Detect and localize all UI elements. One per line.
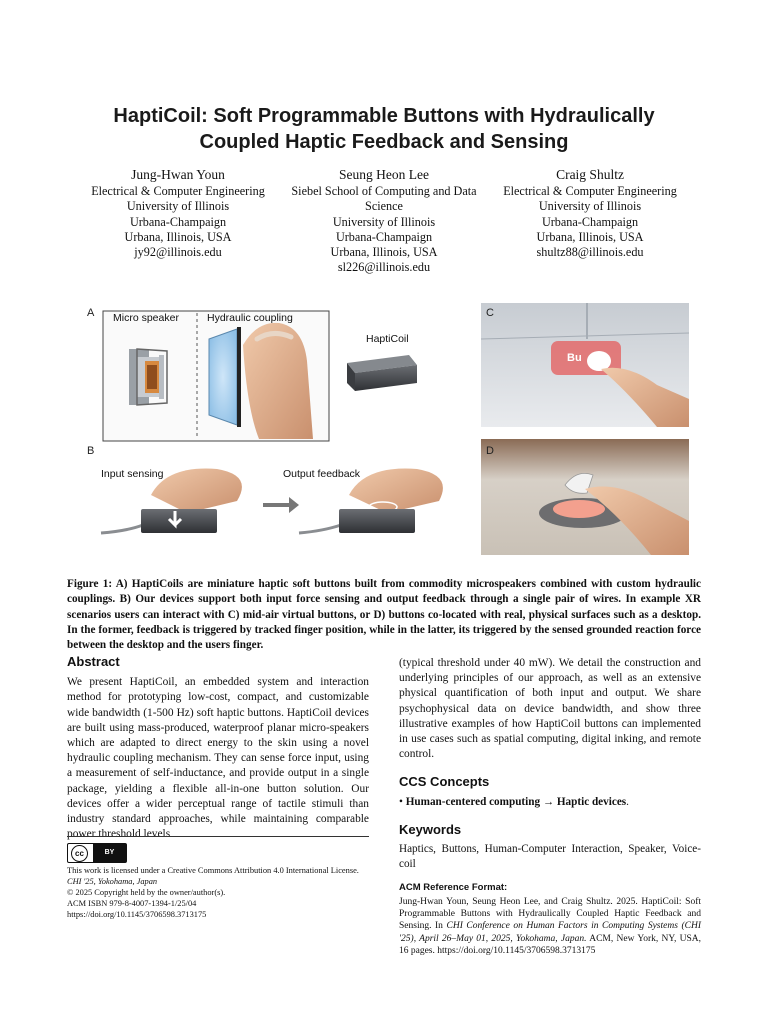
panel-letter-a: A — [87, 307, 95, 319]
cc-by-badge — [67, 843, 127, 863]
author-affiliation: Urbana-Champaign — [129, 214, 227, 229]
acm-reference-publisher: ACM, New York, NY, USA, 16 pages. https://doi.org/10.1145/3706598.3713175 — [399, 933, 702, 957]
license-doi: https://doi.org/10.1145/3706598.3713175 — [67, 910, 207, 919]
panel-letter-d: D — [486, 445, 494, 457]
author-name: Jung-Hwan Youn — [131, 167, 225, 182]
cc-logo-icon: cc — [71, 845, 88, 862]
panel-letter-b: B — [87, 445, 95, 457]
author-affiliation: Urbana-Champaign — [541, 214, 639, 229]
author-affiliation: University of Illinois — [126, 199, 230, 214]
author-affiliation: Urbana, Illinois, USA — [124, 229, 232, 244]
label-hydraulic-coupling: Hydraulic coupling — [207, 312, 293, 324]
author-affiliation: Electrical & Computer Engineering — [91, 184, 265, 198]
author-affiliation: Siebel School of Computing and Data — [291, 184, 477, 198]
left-column — [67, 654, 369, 842]
ccs-item: Human-centered computing → Haptic devices — [405, 795, 627, 808]
panel-letter-c: C — [486, 307, 494, 319]
acm-reference-venue: CHI Conference on Human Factors in Computing Systems (CHI '25), April 26–May 01, 2025, Yokohama, Japan. — [399, 921, 702, 944]
finger-right-graphic — [349, 469, 443, 513]
ccs-bullet: • — [399, 795, 403, 808]
author-block-2 — [276, 166, 492, 276]
author-block-3 — [484, 166, 696, 260]
license-rule — [67, 836, 369, 837]
license-line-3: © 2025 Copyright held by the owner/author(s). — [67, 888, 226, 897]
author-name: Seung Heon Lee — [339, 167, 429, 182]
author-name: Craig Shultz — [556, 167, 624, 182]
teaser-figure — [67, 299, 689, 561]
ccs-suffix: . — [626, 795, 629, 808]
hapticoil-device-graphic — [347, 355, 417, 391]
author-affiliation: Urbana, Illinois, USA — [330, 245, 438, 260]
author-affiliation: Urbana, Illinois, USA — [536, 229, 644, 244]
acm-reference-authors: Jung-Hwan Youn, Seung Heon Lee, and Craig Shultz. 2025. HaptiCoil: Soft Programmable Buttons with Hydraulically Coupled Haptic Feedback and Sensing. In — [399, 896, 701, 932]
author-affiliation: University of Illinois — [332, 214, 436, 229]
label-micro-speaker: Micro speaker — [113, 312, 179, 324]
keywords-heading: Keywords — [399, 821, 462, 837]
transition-arrow-graphic — [263, 497, 299, 513]
label-hapticoil: HaptiCoil — [366, 333, 409, 345]
label-input-sensing: Input sensing — [101, 468, 164, 480]
license-line-4: ACM ISBN 979-8-4007-1394-1/25/04 — [67, 899, 197, 908]
author-email: jy92@illinois.edu — [134, 245, 222, 260]
author-affiliation: Electrical & Computer Engineering — [503, 184, 677, 198]
ccs-concepts — [399, 795, 701, 810]
author-block-1 — [72, 166, 284, 260]
device-right-graphic — [339, 509, 415, 533]
label-output-feedback: Output feedback — [283, 468, 361, 480]
right-column — [399, 656, 701, 958]
author-email: shultz88@illinois.edu — [536, 245, 644, 260]
abstract-heading: Abstract — [67, 654, 120, 669]
abstract-text-left: We present HaptiCoil, an embedded system and interaction method for prototyping low-cost, compact, and customizable wide bandwidth (1-500 Hz) soft haptic buttons. HaptiCoil devices are built using mass-produced, waterproof planar micro-speakers which are adapted to direct energy to the skin using a novel hydraulic coupling mechanism. They can sense force input, using a measurement of self-inductance, and provide output in a single package, yielding a flexible all-in-one button solution. Our devices offer a wider perceptual range of tactile stimuli than industry standard approaches, while maintaining comparable power threshold levels — [67, 676, 369, 841]
abstract-text-right: (typical threshold under 40 mW). We detail the construction and underlying principles of our approach, as well as an extensive physical quantification of both input and output. We share psychophysical data on device bandwidth, and show three illustrative examples of how HaptiCoil buttons can implemented in use cases such as spatial computing, digital inking, and remote control. — [399, 657, 701, 761]
author-affiliation: University of Illinois — [538, 199, 642, 214]
by-logo-icon: BY — [93, 844, 126, 862]
speaker-cross-section-graphic — [129, 349, 167, 405]
title-line-1: HaptiCoil: Soft Programmable Buttons with Hydraulically — [113, 105, 655, 127]
author-affiliation: Urbana-Champaign — [335, 229, 433, 244]
keywords-text: Haptics, Buttons, Human-Computer Interaction, Speaker, Voice-coil — [399, 843, 701, 871]
license-text — [67, 865, 373, 920]
finger-left-graphic — [151, 469, 242, 513]
author-affiliation: Science — [365, 199, 403, 214]
panel-d-photo — [481, 439, 689, 555]
hydraulic-coupling-graphic — [209, 327, 241, 427]
paper-title — [40, 103, 728, 155]
wire-right-graphic — [299, 525, 341, 533]
figure-caption: Figure 1: A) HaptiCoils are miniature haptic soft buttons built from commodity microspeakers combined with custom hydraulic couplings. B) Our devices support both input force sensing and output feedback through a single pair of wires. In example XR scenarios users can interact with C) mid-air virtual buttons, or D) buttons co-located with real, physical surfaces such as a desktop. In the former, feedback is triggered by tracked finger position, while in the latter, its triggered by the sensed grounded reaction force between the desktop and the users finger. — [67, 578, 701, 652]
acm-reference-heading: ACM Reference Format: — [399, 882, 508, 894]
panel-c-photo — [481, 303, 689, 427]
virtual-button-label: Bu — [567, 352, 582, 364]
author-email: sl226@illinois.edu — [337, 260, 431, 275]
license-line-1: This work is licensed under a Creative Commons Attribution 4.0 International License. — [67, 866, 359, 875]
ccs-heading: CCS Concepts — [399, 774, 490, 790]
acm-reference-text — [399, 896, 701, 958]
license-line-2: CHI '25, Yokohama, Japan — [67, 877, 158, 886]
wire-left-graphic — [101, 525, 143, 533]
title-line-2: Coupled Haptic Feedback and Sensing — [199, 131, 569, 153]
